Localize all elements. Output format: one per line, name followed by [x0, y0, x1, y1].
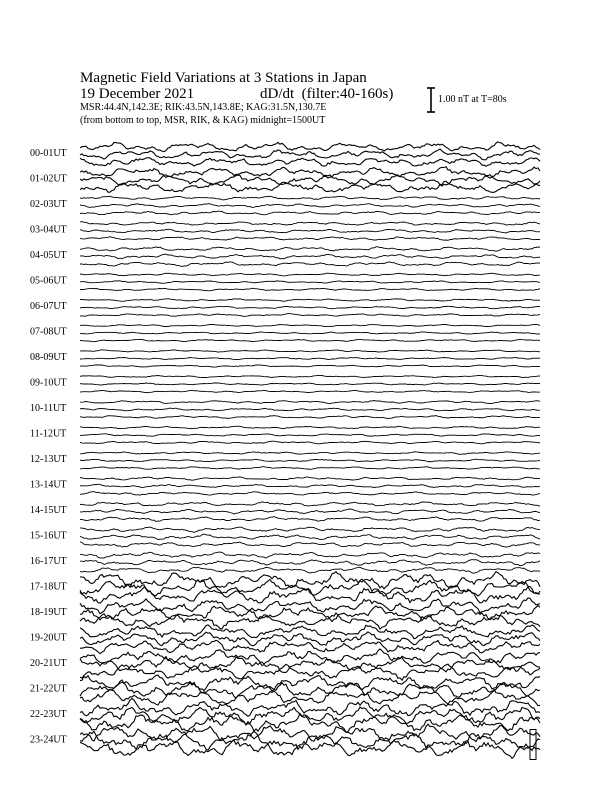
trace-msr	[80, 365, 540, 367]
trace-msr	[80, 664, 540, 680]
trace-rik	[80, 281, 540, 284]
chart-title: Magnetic Field Variations at 3 Stations in Japan	[80, 70, 367, 86]
trace-rik	[80, 358, 540, 360]
trace-kag	[80, 222, 540, 225]
trace-msr	[80, 740, 540, 758]
filter-label: (filter:40-160s)	[301, 86, 394, 102]
hour-label: 19-20UT	[30, 632, 67, 644]
trace-msr	[80, 262, 540, 267]
hour-label: 06-07UT	[30, 301, 67, 312]
hour-label: 16-17UT	[30, 556, 67, 567]
trace-msr	[80, 567, 540, 573]
trace-kag	[80, 167, 540, 178]
trace-msr	[80, 339, 540, 341]
hour-label: 04-05UT	[30, 250, 67, 261]
trace-rik	[80, 682, 540, 698]
trace-kag	[80, 502, 540, 506]
hour-label: 21-22UT	[30, 683, 67, 695]
station-order-note: (from bottom to top, MSR, RIK, & KAG) midnight=1500UT	[80, 115, 326, 126]
trace-kag	[80, 196, 540, 200]
trace-kag	[80, 527, 540, 532]
trace-kag	[80, 324, 540, 326]
trace-kag	[80, 350, 540, 352]
trace-kag	[80, 572, 540, 589]
trace-rik	[80, 509, 540, 514]
trace-rik	[80, 434, 540, 437]
hour-label: 22-23UT	[30, 709, 67, 720]
station-coordinates: MSR:44.4N,142.3E; RIK:43.5N,143.8E; KAG:31.5N,130.7E	[80, 102, 327, 113]
trace-rik	[80, 306, 540, 309]
trace-msr	[80, 517, 540, 522]
trace-kag	[80, 375, 540, 377]
hour-label: 08-09UT	[30, 352, 67, 363]
quantity-label: dD/dt	[260, 86, 295, 102]
trace-msr	[80, 237, 540, 241]
trace-rik	[80, 175, 540, 186]
trace-kag	[80, 699, 540, 717]
trace-kag	[80, 142, 540, 152]
trace-rik	[80, 229, 540, 233]
trace-kag	[80, 299, 540, 302]
trace-rik	[80, 204, 540, 208]
hour-label: 18-19UT	[30, 607, 67, 618]
hour-label: 02-03UT	[30, 199, 67, 210]
trace-msr	[80, 416, 540, 419]
trace-kag	[80, 401, 540, 404]
hour-label: 07-08UT	[30, 326, 67, 338]
trace-kag	[80, 247, 540, 252]
trace-msr	[80, 441, 540, 444]
trace-kag	[80, 273, 540, 276]
trace-rik	[80, 332, 540, 334]
trace-msr	[80, 587, 540, 604]
trace-msr	[80, 689, 540, 705]
trace-kag	[80, 552, 540, 558]
hour-label: 15-16UT	[30, 530, 67, 542]
hour-label: 20-21UT	[30, 658, 67, 669]
trace-rik	[80, 254, 540, 259]
hour-label: 14-15UT	[30, 505, 67, 516]
trace-msr	[80, 211, 540, 215]
trace-msr	[80, 158, 540, 167]
hour-label: 09-10UT	[30, 377, 67, 389]
hour-label: 01-02UT	[30, 173, 67, 185]
trace-msr	[80, 181, 540, 192]
trace-msr	[80, 288, 540, 291]
hour-label: 11-12UT	[30, 428, 67, 440]
hour-label: 23-24UT	[30, 734, 67, 746]
trace-kag	[80, 625, 540, 639]
trace-rik	[80, 560, 540, 566]
trace-rik	[80, 534, 540, 540]
hour-label: 05-06UT	[30, 275, 67, 287]
trace-rik	[80, 657, 540, 672]
trace-rik	[80, 383, 540, 385]
trace-msr	[80, 542, 540, 547]
trace-msr	[80, 467, 540, 470]
hour-label: 12-13UT	[30, 454, 67, 465]
hour-label: 13-14UT	[30, 479, 67, 491]
scale-label: 1.00 nT at T=80s	[438, 94, 507, 105]
hour-label: 10-11UT	[30, 403, 67, 414]
trace-kag	[80, 426, 540, 429]
trace-msr	[80, 492, 540, 496]
trace-msr	[80, 613, 540, 629]
hour-label: 00-01UT	[30, 148, 67, 159]
trace-rik	[80, 484, 540, 487]
hour-label: 17-18UT	[30, 581, 67, 593]
trace-kag	[80, 477, 540, 480]
trace-msr	[80, 314, 540, 317]
trace-rik	[80, 606, 540, 622]
trace-rik	[80, 408, 540, 411]
hour-label: 03-04UT	[30, 224, 67, 236]
date-label: 19 December 2021	[80, 86, 195, 102]
trace-kag	[80, 452, 540, 455]
trace-rik	[80, 459, 540, 462]
trace-kag	[80, 675, 540, 691]
trace-msr	[80, 390, 540, 392]
